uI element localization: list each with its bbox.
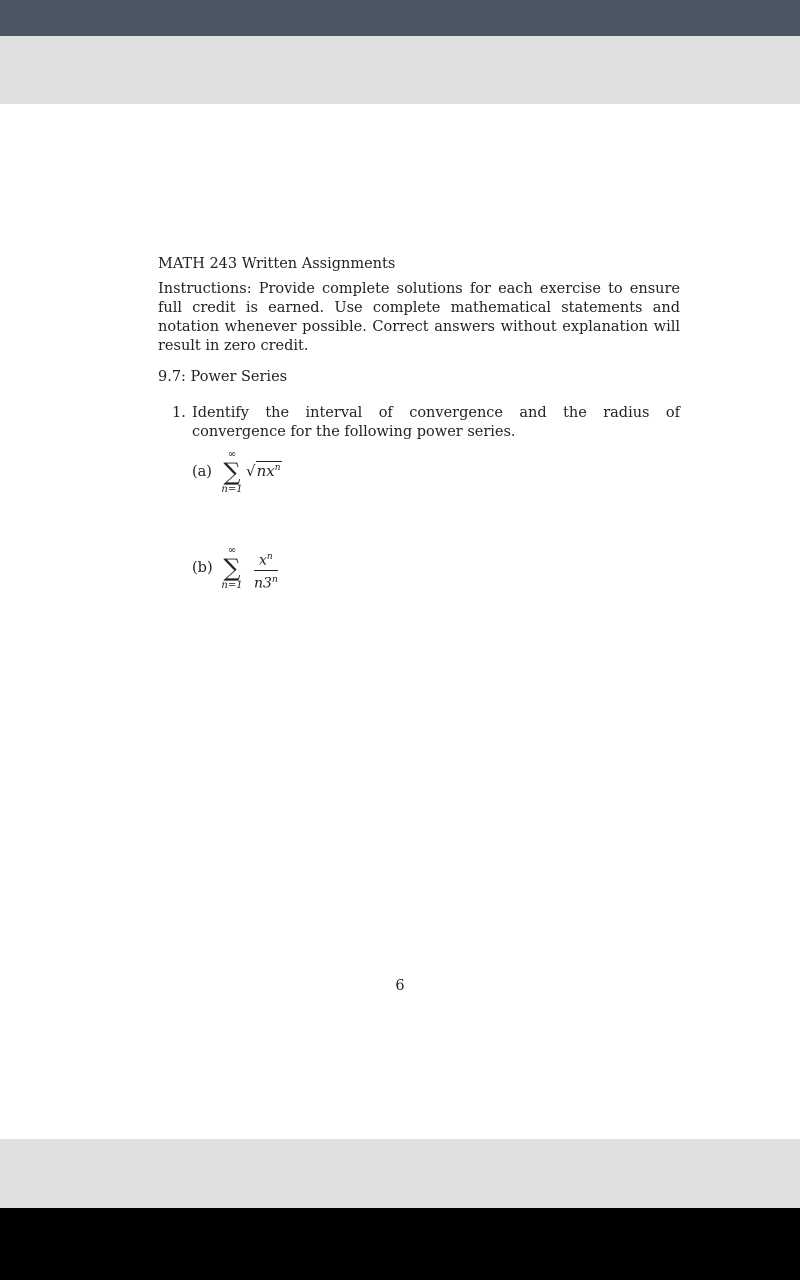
- problem-part-b: [192, 546, 680, 590]
- sigma-symbol: ∑: [223, 458, 241, 486]
- sum-lower-limit: n=1: [221, 580, 243, 591]
- problem-text: Identify the interval of convergence and the radius of convergence for the following power series.: [192, 405, 680, 440]
- part-label: (a): [192, 464, 212, 480]
- viewer-background-bottom: [0, 1139, 800, 1208]
- numerator-exponent: n: [266, 552, 273, 562]
- viewer-background-top: [0, 36, 800, 104]
- fraction-numerator: [254, 548, 278, 571]
- part-label: (b): [192, 560, 213, 576]
- fraction-denominator: [254, 571, 278, 593]
- series-term: [246, 459, 282, 481]
- sum-upper-limit: ∞: [227, 449, 237, 460]
- page-content: [158, 255, 680, 590]
- instructions-paragraph: Instructions: Provide complete solutions for each exercise to ensure full credit is earned. Use complete mathematical statements and notation whenever possible. Correct answers without explanation will result in zero credit.: [158, 281, 680, 354]
- problem-part-a: [192, 450, 680, 494]
- document-page: [0, 104, 800, 1139]
- denominator-base: n3: [254, 575, 272, 592]
- page-number: 6: [395, 978, 405, 994]
- term-exponent: n: [274, 463, 281, 473]
- fraction: [254, 548, 278, 592]
- navigation-bar: [0, 1208, 800, 1280]
- square-root: $√nx^n$: [246, 462, 281, 480]
- radicand: [256, 461, 282, 480]
- summation: [220, 450, 244, 496]
- radicand-text: n: [256, 462, 267, 480]
- problem-1: [158, 404, 680, 590]
- summation: [220, 546, 244, 592]
- denominator-exponent: n: [271, 574, 278, 585]
- section-title: 9.7: Power Series: [158, 369, 288, 385]
- document-title: MATH 243 Written Assignments: [158, 256, 396, 272]
- status-bar: [0, 0, 800, 36]
- sigma-symbol: ∑: [223, 554, 241, 582]
- sum-lower-limit: n=1: [221, 484, 243, 495]
- term-base: x: [266, 462, 275, 480]
- sum-upper-limit: ∞: [227, 545, 237, 556]
- problem-number: 1.: [172, 405, 186, 421]
- numerator-base: x: [259, 552, 267, 569]
